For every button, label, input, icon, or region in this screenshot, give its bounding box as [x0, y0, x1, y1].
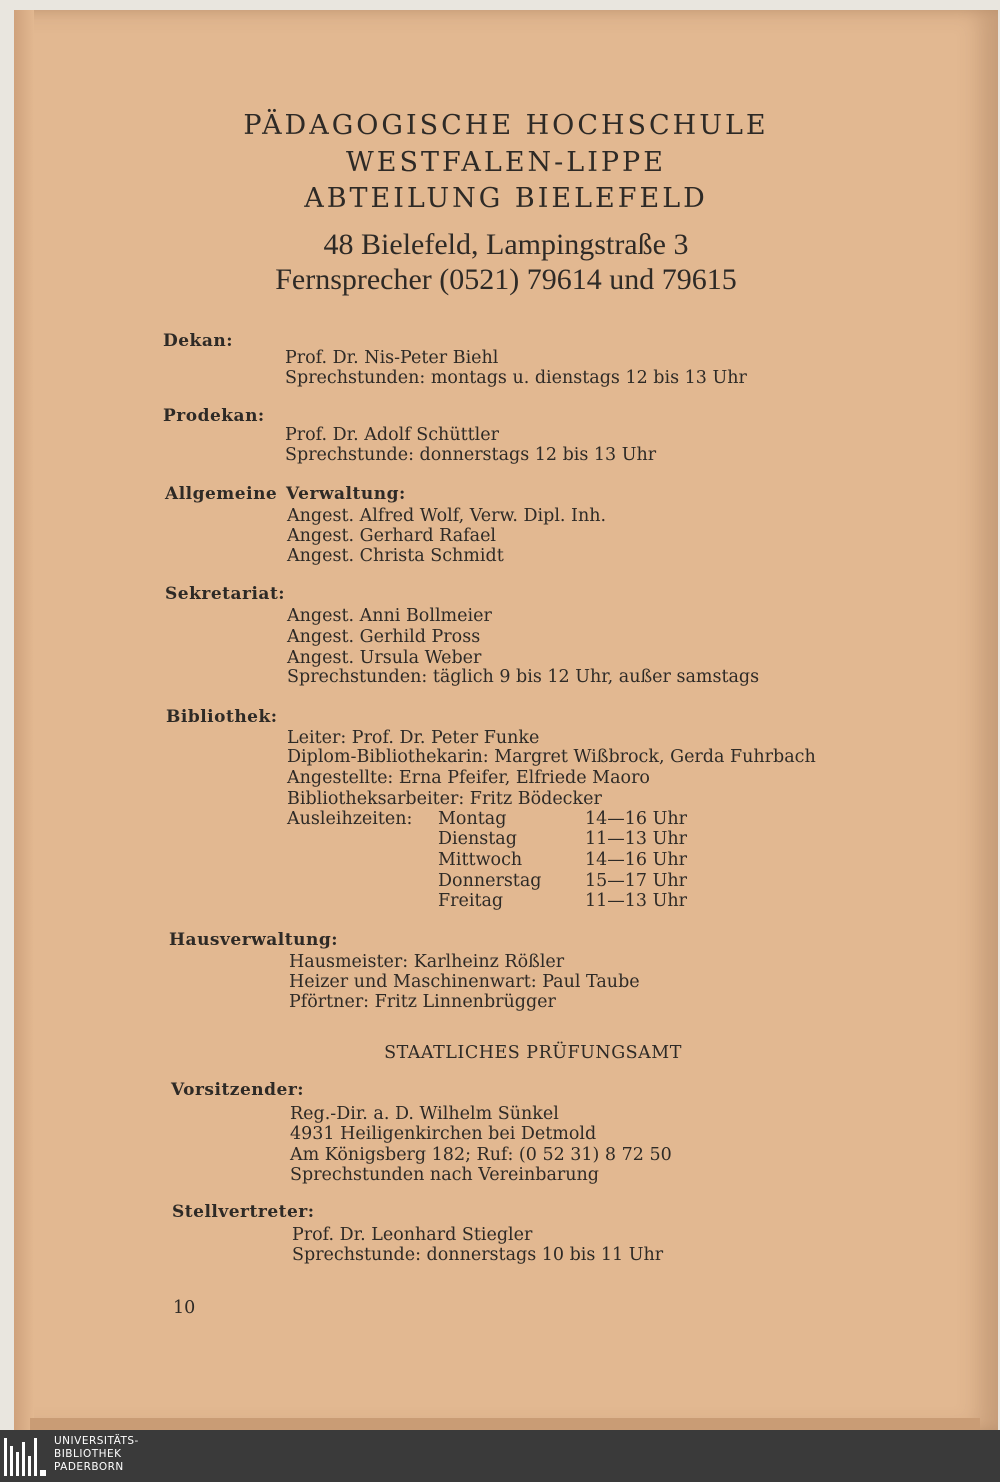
vorsitz-line: Sprechstunden nach Vereinbarung	[290, 1165, 599, 1185]
sekretariat-line: Angest. Gerhild Pross	[287, 627, 481, 647]
verwaltung-line: Angest. Christa Schmidt	[287, 546, 504, 566]
ausleih-day: Freitag	[438, 891, 504, 911]
title-line-2: WESTFALEN-LIPPE	[346, 147, 666, 178]
page-number: 10	[173, 1298, 196, 1318]
prodekan-line: Sprechstunde: donnerstags 12 bis 13 Uhr	[285, 445, 657, 465]
title-line-1: PÄDAGOGISCHE HOCHSCHULE	[243, 110, 769, 141]
address-line: 48 Bielefeld, Lampingstraße 3	[323, 228, 689, 261]
vorsitz-line: Am Königsberg 182; Ruf: (0 52 31) 8 72 50	[290, 1145, 672, 1165]
sekretariat-line: Angest. Anni Bollmeier	[287, 606, 492, 626]
scanned-page	[14, 10, 998, 1430]
bibliothek-label: Bibliothek:	[166, 707, 278, 727]
ausleih-time: 14—16 Uhr	[585, 850, 687, 870]
ausleih-day: Dienstag	[438, 829, 517, 849]
dekan-line: Sprechstunden: montags u. dienstags 12 bis 13 Uhr	[285, 368, 747, 388]
library-name-line: PADERBORN	[54, 1461, 124, 1473]
library-name-line: BIBLIOTHEK	[54, 1448, 122, 1460]
prodekan-label: Prodekan:	[163, 406, 265, 426]
pruefungsamt-heading: STAATLICHES PRÜFUNGSAMT	[384, 1043, 682, 1063]
ausleih-day: Mittwoch	[438, 850, 523, 870]
ausleih-day: Montag	[438, 809, 507, 829]
phone-line: Fernsprecher (0521) 79614 und 79615	[275, 263, 737, 296]
stellv-label: Stellvertreter:	[172, 1202, 315, 1222]
ausleih-time: 11—13 Uhr	[585, 891, 687, 911]
ausleih-time: 11—13 Uhr	[585, 829, 687, 849]
vorsitz-line: 4931 Heiligenkirchen bei Detmold	[290, 1124, 597, 1144]
sekretariat-line: Angest. Ursula Weber	[287, 648, 482, 668]
stellv-line: Sprechstunde: donnerstags 10 bis 11 Uhr	[292, 1245, 664, 1265]
sekretariat-line: Sprechstunden: täglich 9 bis 12 Uhr, außer samstags	[287, 667, 760, 687]
hausverwaltung-line: Hausmeister: Karlheinz Rößler	[289, 952, 565, 972]
ausleih-time: 15—17 Uhr	[585, 871, 687, 891]
dekan-label: Dekan:	[163, 331, 233, 351]
prodekan-line: Prof. Dr. Adolf Schüttler	[285, 425, 499, 445]
verwaltung-line: Angest. Alfred Wolf, Verw. Dipl. Inh.	[287, 506, 607, 526]
library-logo-icon	[4, 1438, 44, 1476]
ausleih-label: Ausleihzeiten:	[287, 809, 413, 829]
ausleih-day: Donnerstag	[438, 871, 542, 891]
bibliothek-line: Bibliotheksarbeiter: Fritz Bödecker	[287, 789, 602, 809]
library-name-line: UNIVERSITÄTS-	[54, 1435, 139, 1447]
bibliothek-line: Angestellte: Erna Pfeifer, Elfriede Maoro	[287, 768, 650, 788]
hausverwaltung-line: Pförtner: Fritz Linnenbrügger	[289, 992, 556, 1012]
hausverwaltung-line: Heizer und Maschinenwart: Paul Taube	[289, 972, 640, 992]
verwaltung-line: Angest. Gerhard Rafael	[287, 526, 497, 546]
ausleih-time: 14—16 Uhr	[585, 809, 687, 829]
stellv-line: Prof. Dr. Leonhard Stiegler	[292, 1225, 533, 1245]
page-edge-bottom	[30, 1418, 980, 1430]
sekretariat-label: Sekretariat:	[165, 584, 286, 604]
hausverwaltung-label: Hausverwaltung:	[169, 930, 338, 950]
page-edge-left	[14, 10, 34, 1430]
vorsitz-line: Reg.-Dir. a. D. Wilhelm Sünkel	[290, 1104, 559, 1124]
bibliothek-line: Diplom-Bibliothekarin: Margret Wißbrock, Gerda Fuhrbach	[287, 747, 816, 767]
library-name	[54, 1435, 139, 1474]
dekan-line: Prof. Dr. Nis-Peter Biehl	[285, 348, 499, 368]
footer-bar	[0, 1430, 1000, 1482]
vorsitz-label: Vorsitzender:	[171, 1080, 305, 1100]
bibliothek-line: Leiter: Prof. Dr. Peter Funke	[287, 728, 540, 748]
verwaltung-label-a: Allgemeine	[165, 484, 278, 504]
title-line-3: ABTEILUNG BIELEFELD	[304, 183, 708, 214]
verwaltung-label-b: Verwaltung:	[286, 484, 406, 504]
